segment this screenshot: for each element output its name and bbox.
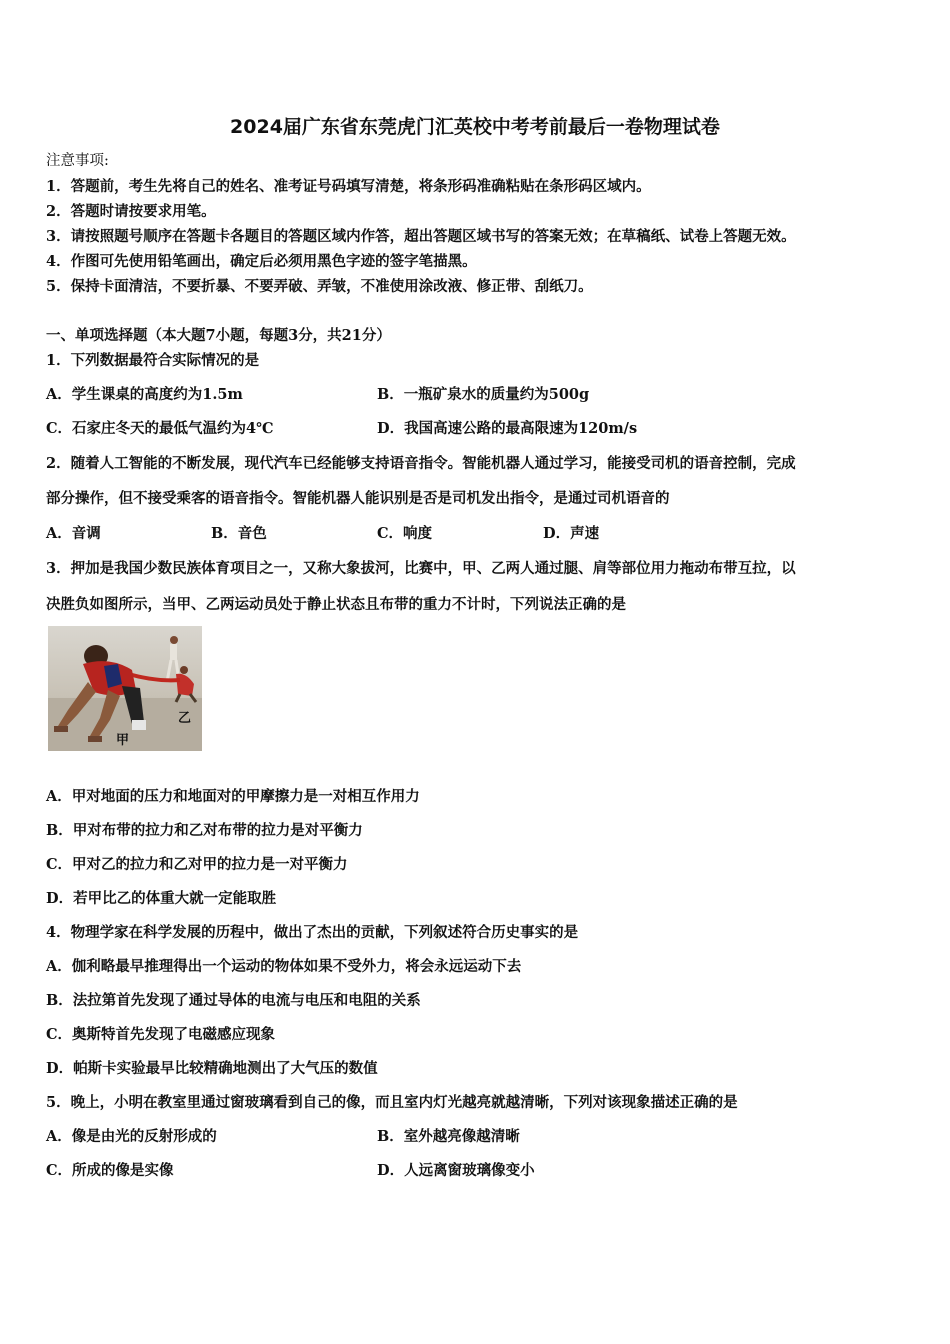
notice-item: 5．保持卡面清洁，不要折暴、不要弄破、弄皱，不准使用涂改液、修正带、刮纸刀。 [46, 278, 593, 295]
question-5-stem: 5．晚上，小明在教室里通过窗玻璃看到自己的像，而且室内灯光越亮就越清晰，下列对该现象描述正确的是 [46, 1094, 738, 1111]
question-3-stem-line1: 3．押加是我国少数民族体育项目之一，又称大象拔河，比赛中，甲、乙两人通过腿、肩等部位用力拖动布带互拉，以 [46, 560, 796, 577]
q3-option-d: D．若甲比乙的体重大就一定能取胜 [46, 890, 277, 907]
q1-option-b: B．一瓶矿泉水的质量约为500g [377, 386, 590, 403]
exam-title: 2024届广东省东莞虎门汇英校中考考前最后一卷物理试卷 [230, 116, 720, 138]
q2-option-b: B．音色 [211, 525, 267, 542]
tug-of-war-photo [48, 626, 202, 751]
q1-option-c: C．石家庄冬天的最低气温约为4℃ [46, 420, 274, 437]
q4-option-d: D．帕斯卡实验最早比较精确地测出了大气压的数值 [46, 1060, 378, 1077]
figure-label-yi: 乙 [178, 711, 192, 726]
q3-option-a: A．甲对地面的压力和地面对的甲摩擦力是一对相互作用力 [46, 788, 420, 805]
notice-item: 4．作图可先使用铅笔画出，确定后必须用黑色字迹的签字笔描黑。 [46, 253, 477, 270]
question-2-stem-line2: 部分操作，但不接受乘客的语音指令。智能机器人能识别是否是司机发出指令，是通过司机语音的 [46, 490, 670, 507]
q2-option-a: A．音调 [46, 525, 101, 542]
q5-option-b: B．室外越亮像越清晰 [377, 1128, 520, 1145]
q2-option-c: C．响度 [377, 525, 433, 542]
notice-item: 1．答题前，考生先将自己的姓名、准考证号码填写清楚，将条形码准确粘贴在条形码区域内。 [46, 178, 651, 195]
q2-option-d: D．声速 [543, 525, 600, 542]
q1-option-d: D．我国高速公路的最高限速为120m/s [377, 420, 638, 437]
figure-label-jia: 甲 [116, 733, 130, 748]
q4-option-c: C．奥斯特首先发现了电磁感应现象 [46, 1026, 276, 1043]
question-4-stem: 4．物理学家在科学发展的历程中，做出了杰出的贡献，下列叙述符合历史事实的是 [46, 924, 579, 941]
q3-option-b: B．甲对布带的拉力和乙对布带的拉力是对平衡力 [46, 822, 363, 839]
q5-option-c: C．所成的像是实像 [46, 1162, 174, 1179]
notice-heading: 注意事项: [46, 153, 109, 169]
notice-item: 3．请按照题号顺序在答题卡各题目的答题区域内作答，超出答题区域书写的答案无效；在草稿纸、试卷上答题无效。 [46, 228, 796, 245]
q4-option-a: A．伽利略最早推理得出一个运动的物体如果不受外力，将会永远运动下去 [46, 958, 522, 975]
q1-option-a: A．学生课桌的高度约为1.5m [46, 386, 243, 403]
question-3-stem-line2: 决胜负如图所示，当甲、乙两运动员处于静止状态且布带的重力不计时，下列说法正确的是 [46, 596, 626, 613]
section-heading: 一、单项选择题（本大题7小题，每题3分，共21分） [46, 327, 391, 344]
q4-option-b: B．法拉第首先发现了通过导体的电流与电压和电阻的关系 [46, 992, 421, 1009]
question-1-stem: 1．下列数据最符合实际情况的是 [46, 352, 260, 369]
q5-option-d: D．人远离窗玻璃像变小 [377, 1162, 535, 1179]
q5-option-a: A．像是由光的反射形成的 [46, 1128, 217, 1145]
question-2-stem-line1: 2．随着人工智能的不断发展，现代汽车已经能够支持语音指令。智能机器人通过学习，能接受司机的语音控制，完成 [46, 455, 796, 472]
notice-item: 2．答题时请按要求用笔。 [46, 203, 216, 220]
q3-option-c: C．甲对乙的拉力和乙对甲的拉力是一对平衡力 [46, 856, 348, 873]
